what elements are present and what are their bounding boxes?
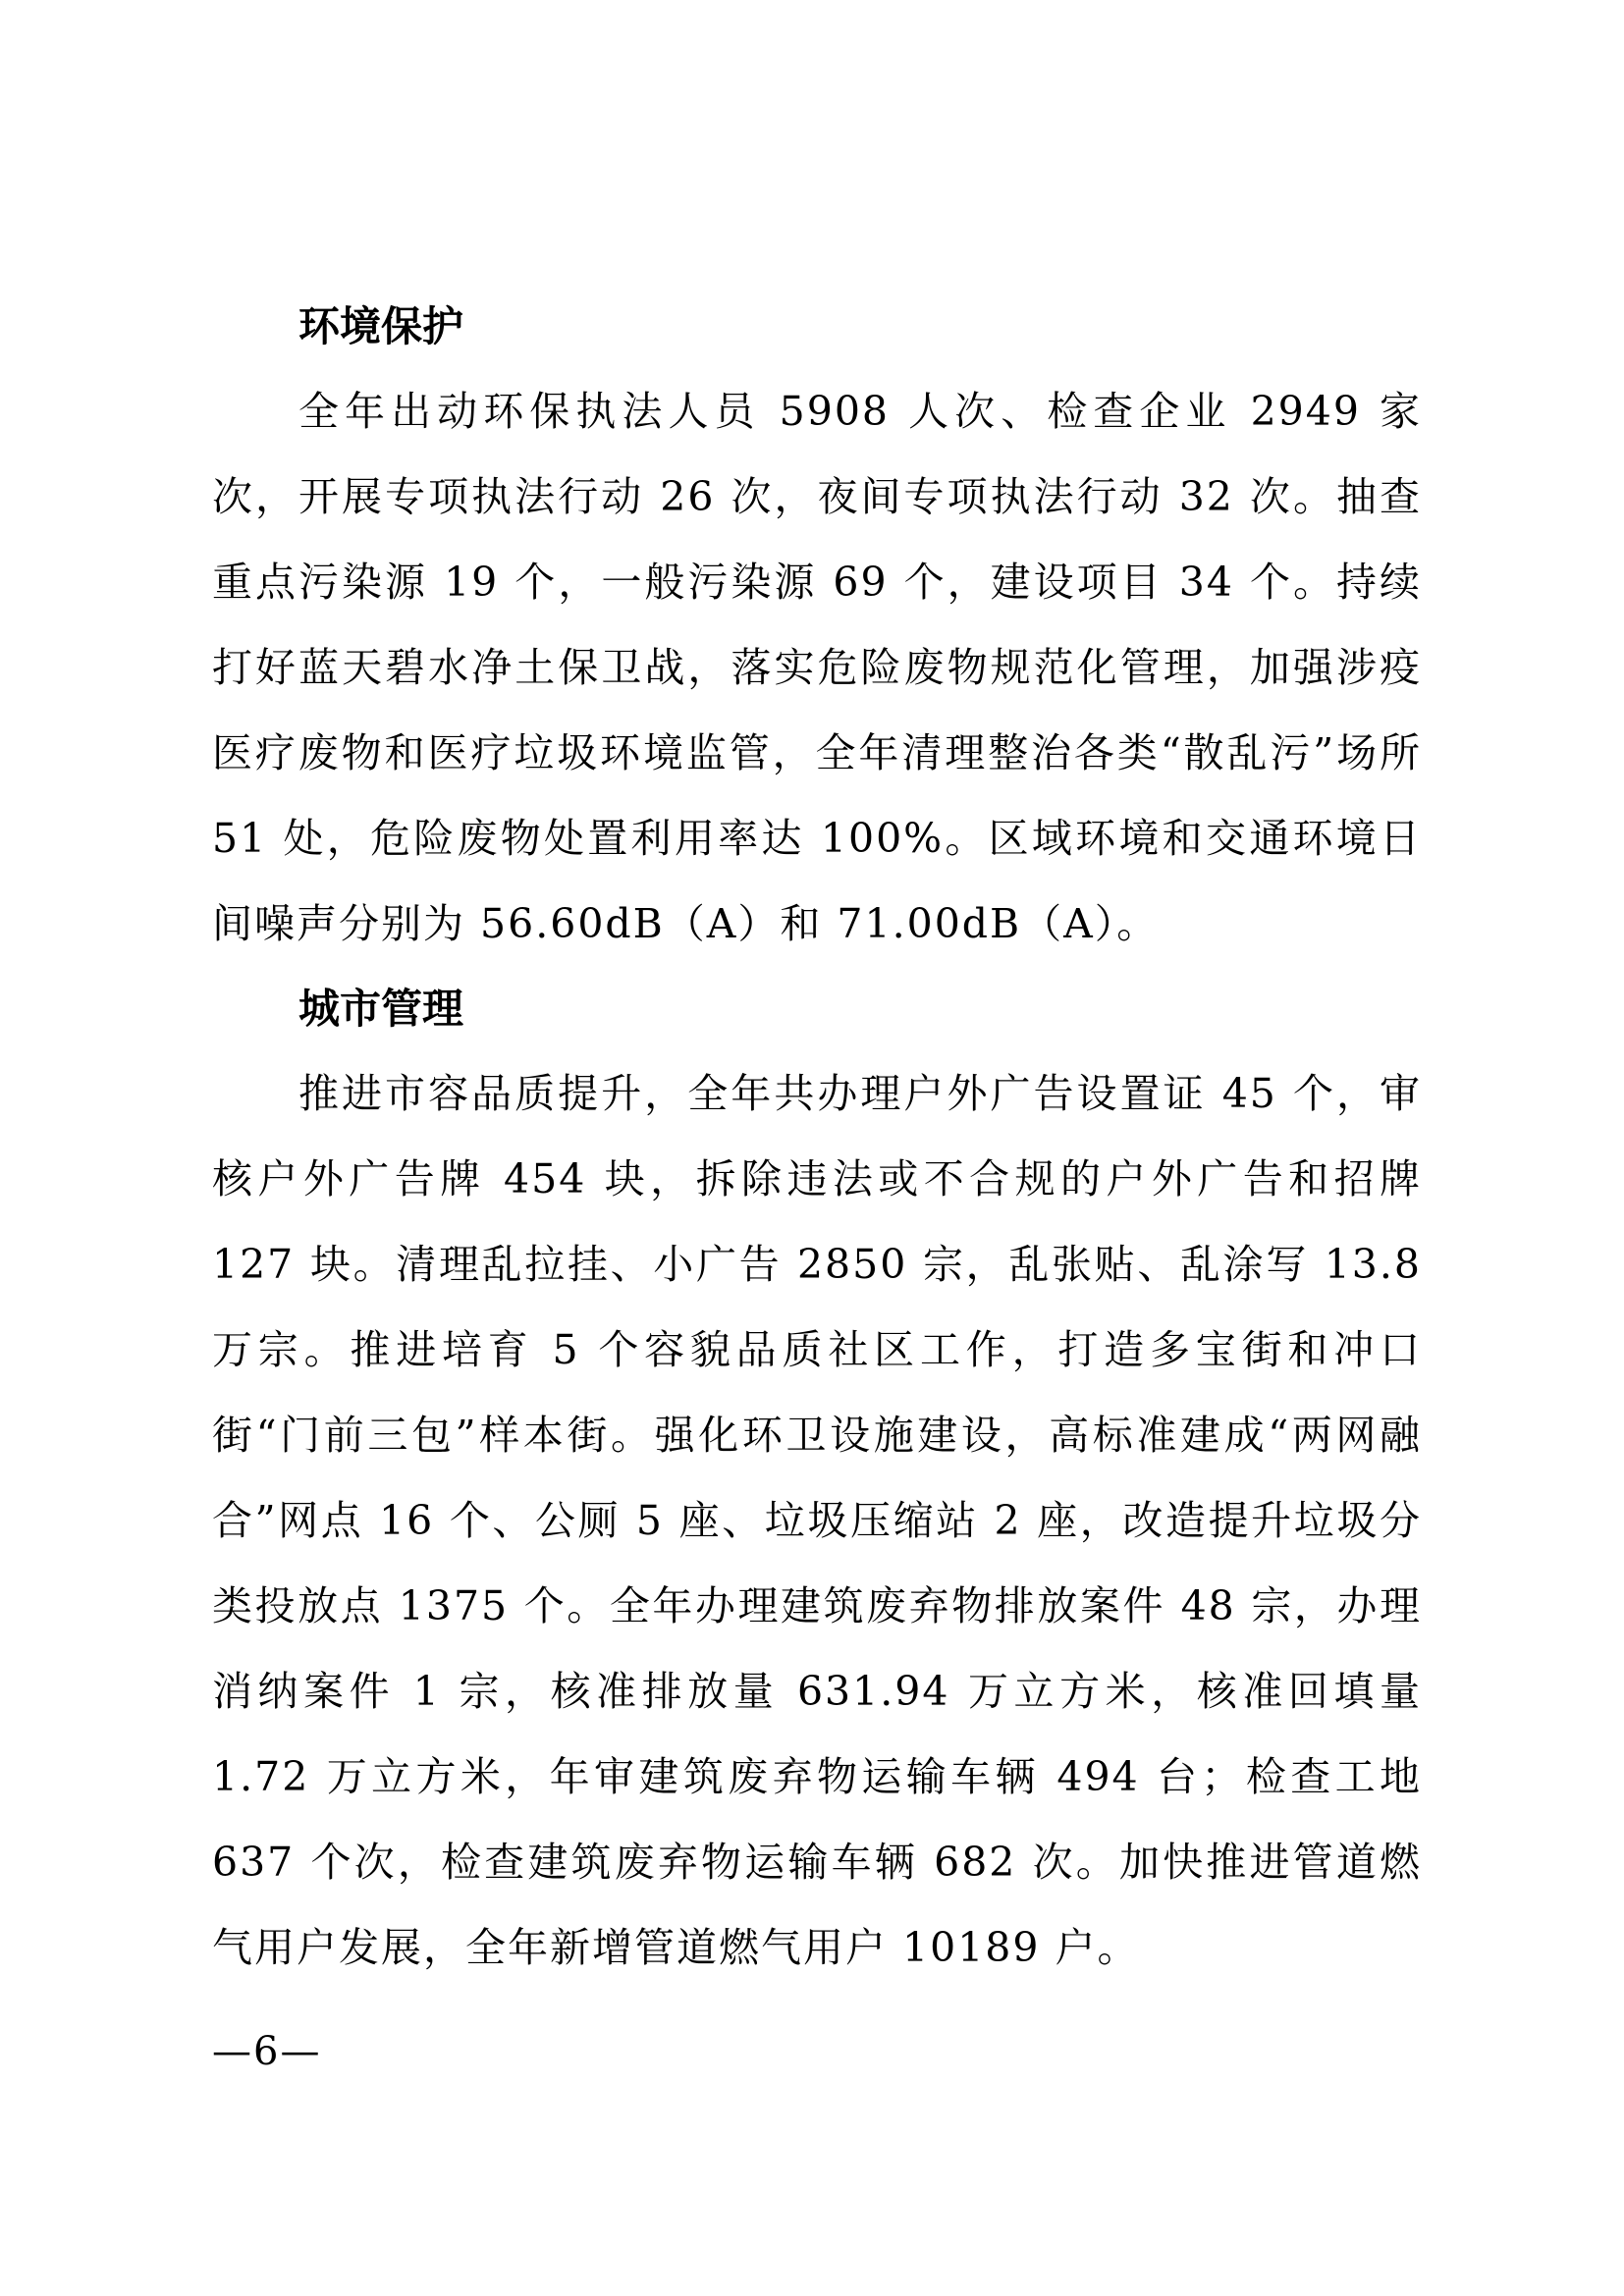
section-heading: 城市管理 <box>298 985 464 1033</box>
document-body <box>212 285 1422 1991</box>
section-urban-management <box>212 967 1422 1991</box>
page-number: —6— <box>212 2029 322 2074</box>
section-paragraph: 推进市容品质提升，全年共办理户外广告设置证 45 个，审核户外广告牌 454 块，拆除违法或不合规的户外广告和招牌 127 块。清理乱拉挂、小广告 2850 宗，乱张贴、乱涂写 13.8 万宗。推进培育 5 个容貌品质社区工作，打造多宝街和冲口街“门前三包”样本街。强化环卫设施建设，高标准建成“两网融合”网点 16 个、公厕 5 座、垃圾压缩站 2 座，改造提升垃圾分类投放点 1375 个。全年办理建筑废弃物排放案件 48 宗，办理消纳案件 1 宗，核准排放量 631.94 万立方米，核准回填量 1.72 万立方米，年审建筑废弃物运输车辆 494 台；检查工地 637 个次，检查建筑废弃物运输车辆 682 次。加快推进管道燃气用户发展，全年新增管道燃气用户 10189 户。 <box>212 1070 1422 1971</box>
section-heading: 环境保护 <box>298 302 464 350</box>
section-environmental-protection <box>212 285 1422 967</box>
section-paragraph: 全年出动环保执法人员 5908 人次、检查企业 2949 家次，开展专项执法行动 26 次，夜间专项执法行动 32 次。抽查重点污染源 19 个，一般污染源 69 个，建设项目 34 个。持续打好蓝天碧水净土保卫战，落实危险废物规范化管理，加强涉疫医疗废物和医疗垃圾环境监管，全年清理整治各类“散乱污”场所 51 处，危险废物处置利用率达 100%。区域环境和交通环境日间噪声分别为 56.60dB（A）和 71.00dB（A）。 <box>212 388 1423 947</box>
